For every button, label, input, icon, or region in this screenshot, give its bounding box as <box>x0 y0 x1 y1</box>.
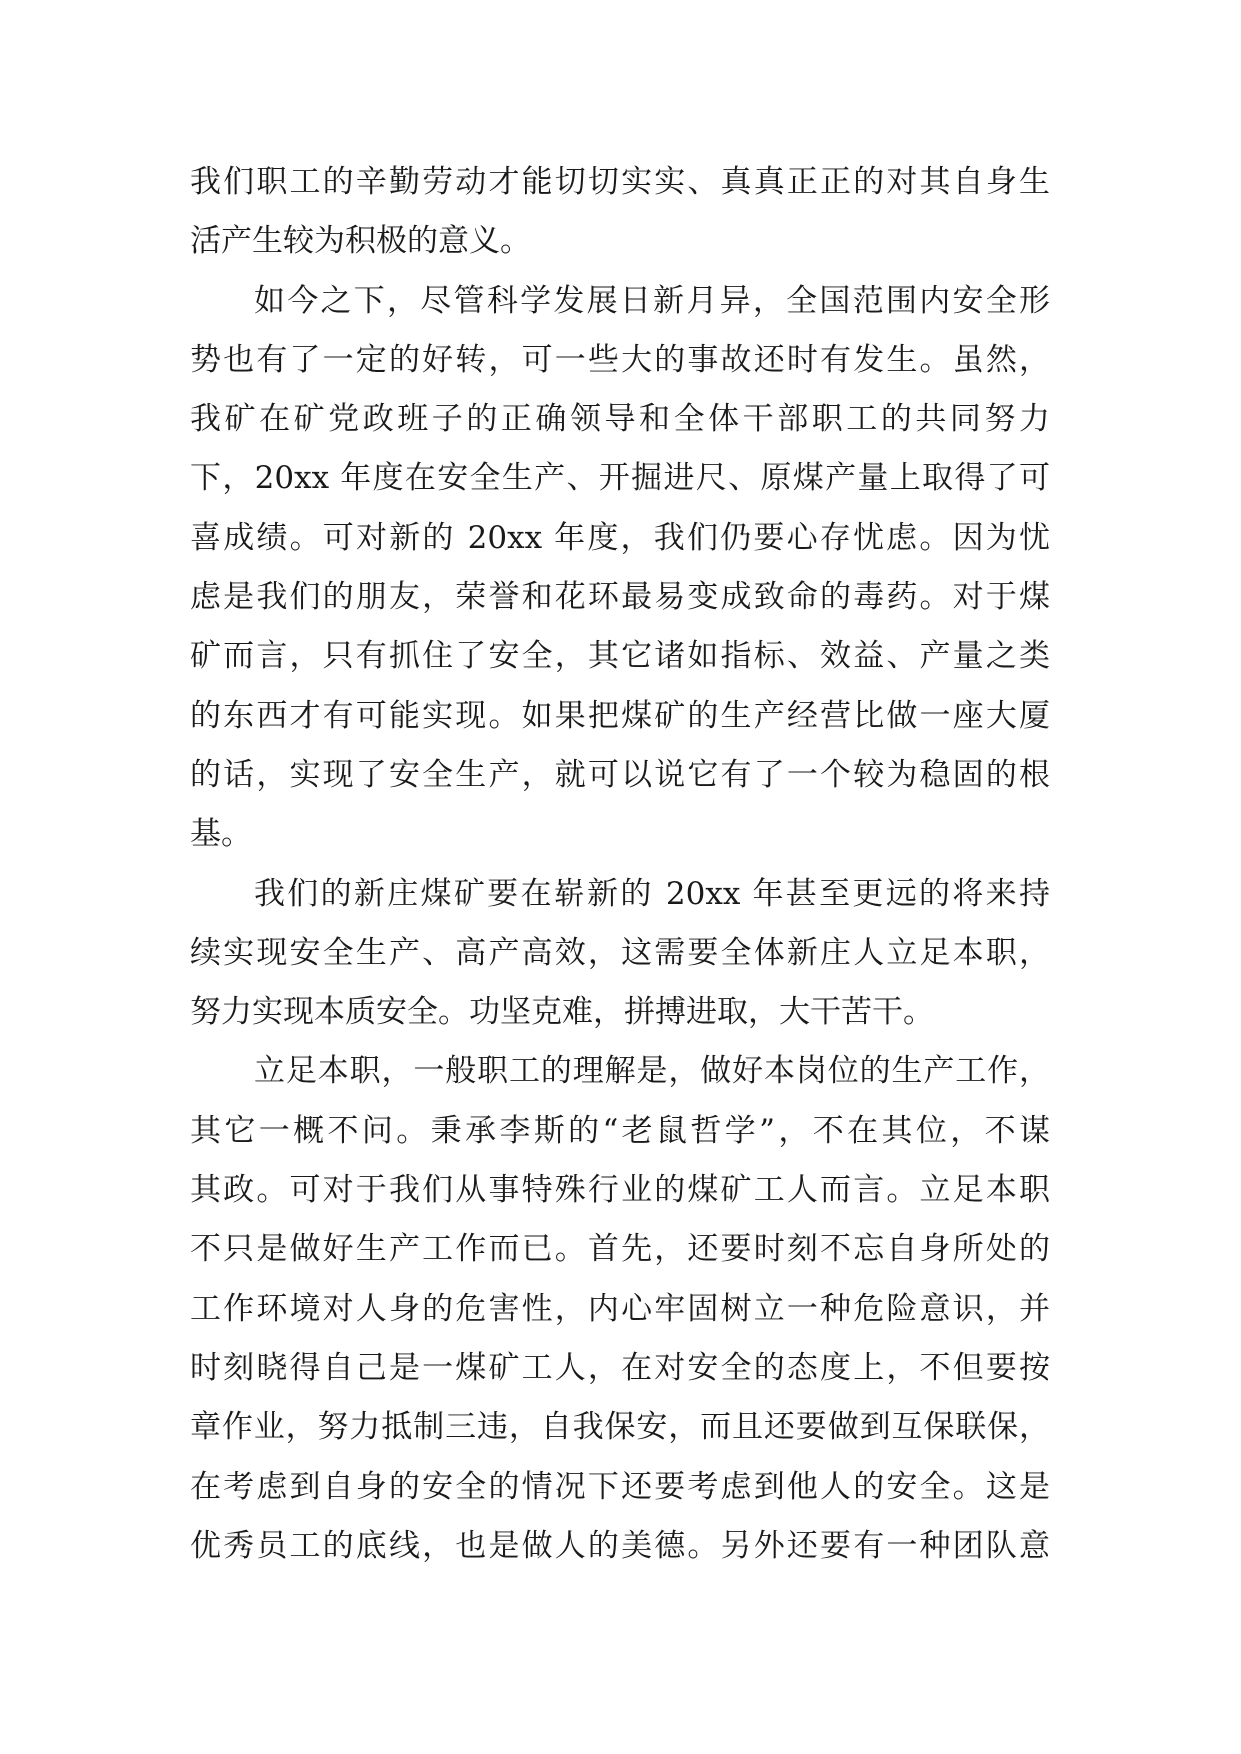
text-line: 基。 <box>190 816 252 853</box>
body-text <box>190 153 1050 1576</box>
paragraph-first-line: 立足本职，一般职工的理解是，做好本岗位的生产工作， <box>254 1053 1050 1090</box>
text-line: 的东西才有可能实现。如果把煤矿的生产经营比做一座大厦 <box>190 697 1050 734</box>
text-line: 下，20xx 年度在安全生产、开掘进尺、原煤产量上取得了可 <box>190 460 1050 497</box>
text-line: 我矿在矿党政班子的正确领导和全体干部职工的共同努力 <box>190 401 1050 438</box>
paragraph-first-line: 如今之下，尽管科学发展日新月异，全国范围内安全形 <box>254 282 1050 319</box>
text-line: 不只是做好生产工作而已。首先，还要时刻不忘自身所处的 <box>190 1231 1050 1268</box>
text-line: 其它一概不问。秉承李斯的“老鼠哲学”，不在其位，不谋 <box>190 1112 1050 1149</box>
text-line: 我们职工的辛勤劳动才能切切实实、真真正正的对其自身生 <box>190 164 1050 200</box>
text-line: 努力实现本质安全。功坚克难，拼搏进取，大干苦干。 <box>190 994 934 1031</box>
text-line: 其政。可对于我们从事特殊行业的煤矿工人而言。立足本职 <box>190 1172 1050 1209</box>
text-line: 活产生较为积极的意义。 <box>190 223 531 260</box>
text-line: 矿而言，只有抓住了安全，其它诸如指标、效益、产量之类 <box>190 638 1050 675</box>
text-line: 虑是我们的朋友，荣誉和花环最易变成致命的毒药。对于煤 <box>190 579 1050 616</box>
text-line: 续实现安全生产、高产高效，这需要全体新庄人立足本职， <box>190 934 1050 971</box>
paragraph-first-line: 我们的新庄煤矿要在崭新的 20xx 年甚至更远的将来持 <box>254 875 1050 912</box>
text-line: 喜成绩。可对新的 20xx 年度，我们仍要心存忧虑。因为忧 <box>190 519 1050 556</box>
text-line: 的话，实现了安全生产，就可以说它有了一个较为稳固的根 <box>190 756 1050 793</box>
text-line: 时刻晓得自己是一煤矿工人，在对安全的态度上，不但要按 <box>190 1349 1050 1386</box>
text-line: 势也有了一定的好转，可一些大的事故还时有发生。虽然， <box>190 341 1050 378</box>
text-line: 章作业，努力抵制三违，自我保安，而且还要做到互保联保， <box>190 1409 1050 1446</box>
text-line: 工作环境对人身的危害性，内心牢固树立一种危险意识，并 <box>190 1290 1050 1327</box>
text-line: 在考虑到自身的安全的情况下还要考虑到他人的安全。这是 <box>190 1468 1050 1505</box>
text-line: 优秀员工的底线，也是做人的美德。另外还要有一种团队意 <box>190 1527 1050 1564</box>
